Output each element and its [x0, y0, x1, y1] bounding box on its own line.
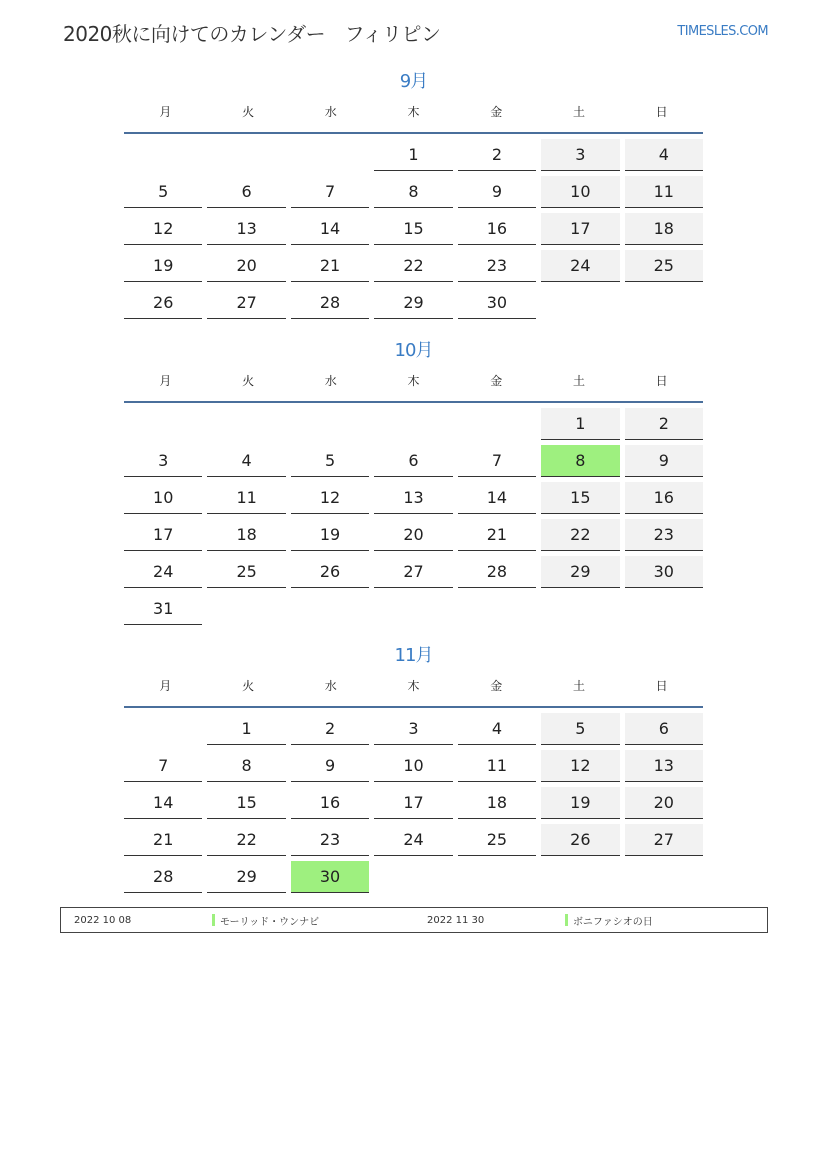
- day-cell[interactable]: 4: [207, 445, 285, 477]
- day-cell[interactable]: 12: [124, 213, 202, 245]
- day-cell[interactable]: 16: [625, 482, 703, 514]
- day-cell[interactable]: 8: [207, 750, 285, 782]
- holiday-day-cell[interactable]: 8: [541, 445, 619, 477]
- day-cell[interactable]: 14: [124, 787, 202, 819]
- empty-cell: [124, 713, 202, 744]
- month-october: [124, 335, 703, 630]
- holiday-marker: [212, 914, 215, 926]
- weekday-label: 日: [655, 679, 668, 693]
- day-cell[interactable]: 15: [541, 482, 619, 514]
- day-cell[interactable]: 30: [458, 287, 536, 319]
- day-cell[interactable]: 25: [625, 250, 703, 282]
- day-cell[interactable]: 16: [458, 213, 536, 245]
- legend-date: 2022 11 30: [427, 914, 485, 926]
- legend-date: 2022 10 08: [74, 914, 132, 926]
- day-cell[interactable]: 3: [541, 139, 619, 171]
- weekday-header: [124, 98, 703, 134]
- weekday-label: 日: [655, 374, 668, 388]
- day-cell[interactable]: 9: [625, 445, 703, 477]
- day-cell[interactable]: 31: [124, 593, 202, 625]
- day-grid: [124, 403, 703, 630]
- day-cell[interactable]: 15: [374, 213, 452, 245]
- day-cell[interactable]: 11: [625, 176, 703, 208]
- day-cell[interactable]: 29: [374, 287, 452, 319]
- month-september: [124, 66, 703, 324]
- day-cell[interactable]: 5: [124, 176, 202, 208]
- day-grid: [124, 134, 703, 324]
- day-cell[interactable]: 17: [124, 519, 202, 551]
- day-cell[interactable]: 23: [291, 824, 369, 856]
- day-cell[interactable]: 27: [374, 556, 452, 588]
- brand-link[interactable]: TIMESLES.COM: [677, 24, 768, 39]
- day-cell[interactable]: 25: [207, 556, 285, 588]
- day-cell[interactable]: 10: [124, 482, 202, 514]
- month-title: 10月: [394, 340, 433, 361]
- day-cell[interactable]: 14: [458, 482, 536, 514]
- day-cell[interactable]: 17: [374, 787, 452, 819]
- day-cell[interactable]: 9: [458, 176, 536, 208]
- day-cell[interactable]: 28: [458, 556, 536, 588]
- day-cell[interactable]: 20: [374, 519, 452, 551]
- holiday-day-cell[interactable]: 30: [291, 861, 369, 893]
- day-cell[interactable]: 1: [207, 713, 285, 745]
- day-cell[interactable]: 21: [291, 250, 369, 282]
- day-cell[interactable]: 26: [541, 824, 619, 856]
- day-cell[interactable]: 7: [458, 445, 536, 477]
- day-cell[interactable]: 12: [541, 750, 619, 782]
- weekday-label: 水: [324, 105, 337, 119]
- weekday-label: 金: [490, 105, 503, 119]
- weekday-header: [124, 672, 703, 708]
- day-cell[interactable]: 11: [458, 750, 536, 782]
- weekday-label: 金: [490, 374, 503, 388]
- weekday-header: [124, 367, 703, 403]
- day-cell[interactable]: 30: [625, 556, 703, 588]
- day-cell[interactable]: 3: [374, 713, 452, 745]
- page-title: 2020秋に向けてのカレンダー フィリピン: [63, 22, 441, 46]
- day-cell[interactable]: 18: [458, 787, 536, 819]
- day-cell[interactable]: 13: [625, 750, 703, 782]
- day-cell[interactable]: 15: [207, 787, 285, 819]
- day-cell[interactable]: 22: [374, 250, 452, 282]
- holiday-marker: [565, 914, 568, 926]
- day-cell[interactable]: 7: [291, 176, 369, 208]
- day-cell[interactable]: 1: [374, 139, 452, 171]
- day-cell[interactable]: 24: [374, 824, 452, 856]
- day-cell[interactable]: 2: [625, 408, 703, 440]
- weekday-label: 土: [572, 374, 585, 388]
- day-cell[interactable]: 19: [124, 250, 202, 282]
- day-cell[interactable]: 5: [291, 445, 369, 477]
- day-cell[interactable]: 26: [291, 556, 369, 588]
- month-title: 9月: [399, 71, 428, 92]
- day-cell[interactable]: 22: [541, 519, 619, 551]
- day-cell[interactable]: 3: [124, 445, 202, 477]
- day-cell[interactable]: 21: [458, 519, 536, 551]
- weekday-label: 木: [407, 105, 420, 119]
- empty-cell: [207, 408, 285, 439]
- day-cell[interactable]: 6: [374, 445, 452, 477]
- weekday-label: 水: [324, 679, 337, 693]
- day-cell[interactable]: 28: [291, 287, 369, 319]
- weekday-label: 火: [242, 679, 255, 693]
- empty-cell: [207, 139, 285, 170]
- weekday-label: 木: [407, 374, 420, 388]
- day-cell[interactable]: 24: [541, 250, 619, 282]
- empty-cell: [124, 408, 202, 439]
- weekday-label: 土: [572, 105, 585, 119]
- day-cell[interactable]: 19: [291, 519, 369, 551]
- day-cell[interactable]: 5: [541, 713, 619, 745]
- day-cell[interactable]: 27: [207, 287, 285, 319]
- day-cell[interactable]: 2: [291, 713, 369, 745]
- day-cell[interactable]: 23: [458, 250, 536, 282]
- holiday-legend: [60, 907, 768, 933]
- empty-cell: [458, 408, 536, 439]
- weekday-label: 月: [159, 105, 172, 119]
- day-cell[interactable]: 21: [124, 824, 202, 856]
- day-cell[interactable]: 29: [207, 861, 285, 893]
- legend-holiday-name: ボニファシオの日: [572, 916, 653, 928]
- day-cell[interactable]: 2: [458, 139, 536, 171]
- day-cell[interactable]: 9: [291, 750, 369, 782]
- day-cell[interactable]: 25: [458, 824, 536, 856]
- day-cell[interactable]: 29: [541, 556, 619, 588]
- day-cell[interactable]: 24: [124, 556, 202, 588]
- weekday-label: 火: [242, 374, 255, 388]
- empty-cell: [291, 408, 369, 439]
- day-cell[interactable]: 22: [207, 824, 285, 856]
- day-cell[interactable]: 18: [625, 213, 703, 245]
- day-cell[interactable]: 4: [458, 713, 536, 745]
- day-cell[interactable]: 19: [541, 787, 619, 819]
- day-cell[interactable]: 27: [625, 824, 703, 856]
- weekday-label: 土: [572, 679, 585, 693]
- day-cell[interactable]: 7: [124, 750, 202, 782]
- day-cell[interactable]: 14: [291, 213, 369, 245]
- month-november: [124, 640, 703, 898]
- legend-holiday: [212, 913, 414, 928]
- day-cell[interactable]: 4: [625, 139, 703, 171]
- empty-cell: [291, 139, 369, 170]
- day-cell[interactable]: 28: [124, 861, 202, 893]
- day-cell[interactable]: 13: [374, 482, 452, 514]
- day-grid: [124, 708, 703, 898]
- day-cell[interactable]: 20: [207, 250, 285, 282]
- weekday-label: 木: [407, 679, 420, 693]
- day-cell[interactable]: 11: [207, 482, 285, 514]
- day-cell[interactable]: 23: [625, 519, 703, 551]
- day-cell[interactable]: 17: [541, 213, 619, 245]
- day-cell[interactable]: 16: [291, 787, 369, 819]
- day-cell[interactable]: 18: [207, 519, 285, 551]
- day-cell[interactable]: 20: [625, 787, 703, 819]
- day-cell[interactable]: 6: [207, 176, 285, 208]
- weekday-label: 火: [242, 105, 255, 119]
- weekday-label: 水: [324, 374, 337, 388]
- legend-holiday: [565, 913, 767, 928]
- empty-cell: [124, 139, 202, 170]
- day-cell[interactable]: 12: [291, 482, 369, 514]
- day-cell[interactable]: 10: [374, 750, 452, 782]
- weekday-label: 金: [490, 679, 503, 693]
- day-cell[interactable]: 8: [374, 176, 452, 208]
- day-cell[interactable]: 26: [124, 287, 202, 319]
- weekday-label: 月: [159, 679, 172, 693]
- day-cell[interactable]: 6: [625, 713, 703, 745]
- weekday-label: 月: [159, 374, 172, 388]
- day-cell[interactable]: 10: [541, 176, 619, 208]
- weekday-label: 日: [655, 105, 668, 119]
- day-cell[interactable]: 1: [541, 408, 619, 440]
- empty-cell: [374, 408, 452, 439]
- day-cell[interactable]: 13: [207, 213, 285, 245]
- legend-holiday-name: モーリッド・ウンナビ: [219, 916, 320, 928]
- month-title: 11月: [394, 645, 433, 666]
